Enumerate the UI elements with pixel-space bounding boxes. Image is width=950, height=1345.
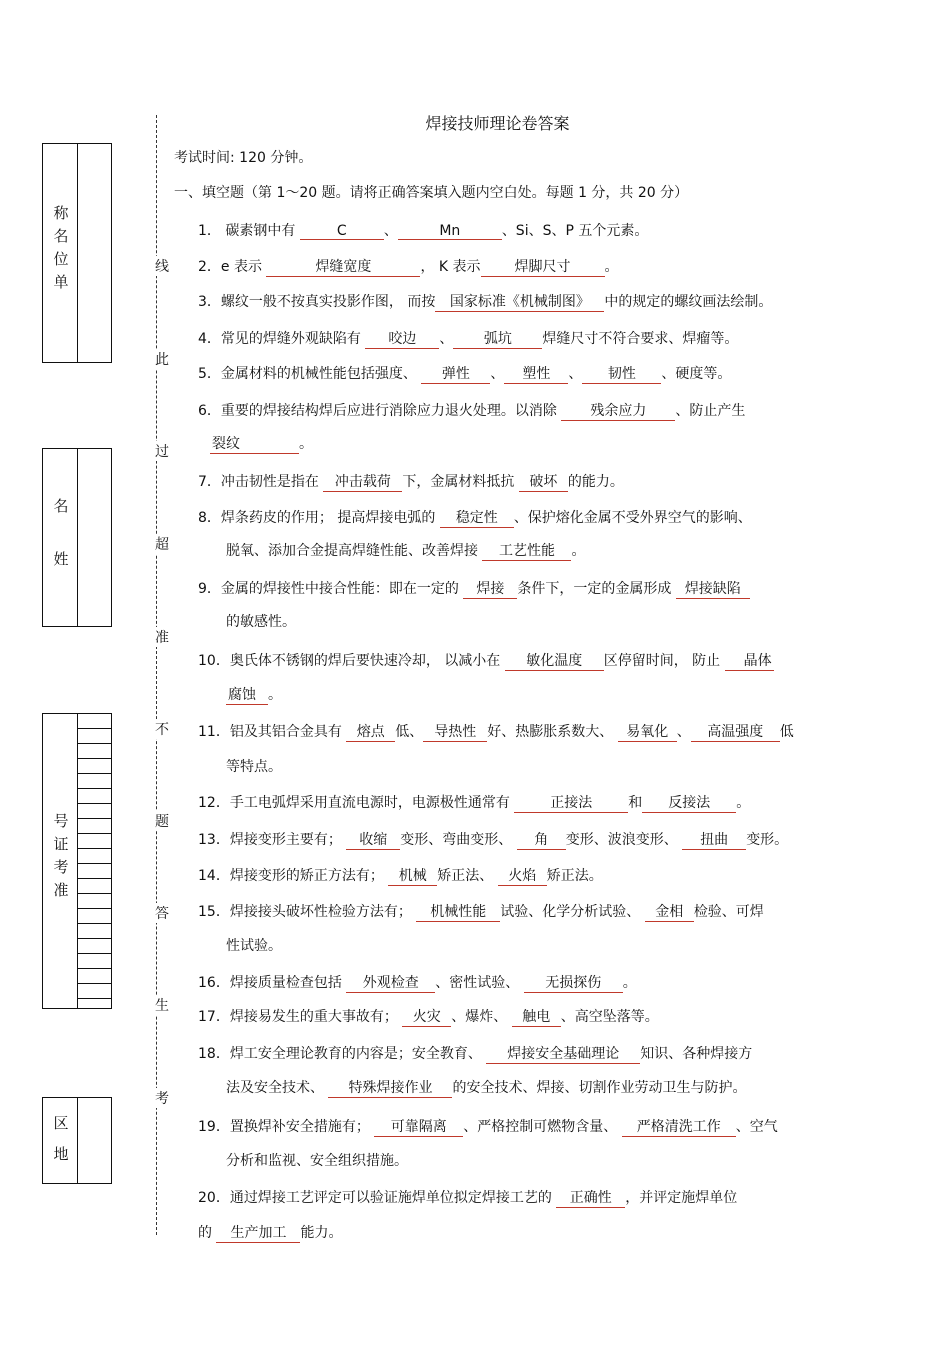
- answer-blank: 冲击载荷: [323, 471, 402, 492]
- question-19-cont: 分析和监视、安全组织措施。: [226, 1153, 408, 1169]
- cut-line-char: 答: [155, 903, 169, 923]
- answer-blank: 扭曲: [682, 829, 746, 850]
- question-13: 13．焊接变形主要有； 收缩 变形、弯曲变形、 角 变形、波浪变形、 扭曲 变形。: [198, 829, 788, 850]
- exam-time: 考试时间: 120 分钟。: [174, 150, 313, 166]
- cut-line-char: 不: [155, 719, 169, 739]
- cut-line-char: 考: [155, 1088, 169, 1108]
- answer-blank: 严格清洗工作: [622, 1116, 736, 1137]
- ticket-number-label: 号 证 考 准: [53, 812, 69, 899]
- question-18-cont: 法及安全技术、 特殊焊接作业 的安全技术、焊接、切割作业劳动卫生与防护。: [226, 1077, 746, 1098]
- answer-blank: 收缩: [346, 829, 400, 850]
- question-6-cont: 裂纹 。: [210, 433, 313, 454]
- question-8-cont: 脱氧、添加合金提高焊缝性能、改善焊接 工艺性能 。: [226, 540, 585, 561]
- cut-line-char: 生: [155, 995, 169, 1015]
- question-4: 4．常见的焊缝外观缺陷有 咬边 、 弧坑 焊缝尺寸不符合要求、焊瘤等。: [198, 328, 738, 349]
- question-1: 1． 碳素钢中有 C 、 Mn 、Si、S、P 五个元素。: [198, 223, 649, 239]
- answer-blank: 塑性: [504, 363, 568, 384]
- answer-blank: Mn: [398, 223, 502, 240]
- question-17: 17．焊接易发生的重大事故有； 火灾 、爆炸、 触电 、高空坠落等。: [198, 1006, 659, 1027]
- cut-line-char: 超: [155, 534, 169, 554]
- question-8: 8．焊条药皮的作用； 提高焊接电弧的 稳定性 、保护熔化金属不受外界空气的影响、: [198, 507, 752, 528]
- question-19: 19．置换焊补安全措施有； 可靠隔离 、严格控制可燃物含量、 严格清洗工作 、空气: [198, 1116, 778, 1137]
- question-20: 20．通过焊接工艺评定可以验证施焊单位拟定焊接工艺的 正确性 ，并评定施焊单位: [198, 1187, 737, 1208]
- answer-blank: 稳定性: [440, 507, 514, 528]
- cut-line-char: 过: [155, 441, 169, 461]
- region-box: [42, 1097, 112, 1184]
- cut-line-char: 线: [155, 256, 169, 276]
- answer-blank: 国家标准《机械制图》: [435, 291, 604, 312]
- answer-blank: 火焰: [498, 865, 547, 886]
- answer-blank: 晶体: [725, 650, 774, 671]
- answer-blank: 火灾: [402, 1006, 451, 1027]
- question-11: 11．铝及其铝合金具有 熔点 低、 导热性 好、热膨胀系数大、 易氧化 、 高温强度 低: [198, 721, 794, 742]
- answer-blank: 焊接缺陷: [676, 578, 750, 599]
- ticket-number-grid: [78, 714, 111, 999]
- answer-blank: 弧坑: [453, 328, 542, 349]
- question-9-cont: 的敏感性。: [226, 614, 296, 630]
- question-15: 15．焊接接头破坏性检验方法有； 机械性能 试验、化学分析试验、 金相 检验、可焊: [198, 901, 764, 922]
- cut-line-char: 准: [155, 627, 169, 647]
- answer-blank: 角: [517, 829, 566, 850]
- answer-blank: 高温强度: [691, 721, 780, 742]
- question-10: 10．奥氏体不锈钢的焊后要快速冷却， 以减小在 敏化温度 区停留时间， 防止 晶体: [198, 650, 774, 671]
- answer-blank: 裂纹: [210, 433, 299, 454]
- answer-blank: 导热性: [423, 721, 487, 742]
- question-16: 16．焊接质量检查包括 外观检查 、密性试验、 无损探伤 。: [198, 972, 637, 993]
- ticket-number-box: [42, 713, 112, 1009]
- section-heading: 一、填空题（第 1～20 题。请将正确答案填入题内空白处。每题 1 分，共 20 分）: [174, 185, 689, 201]
- cut-line: [156, 115, 157, 1235]
- answer-blank: 反接法: [642, 792, 736, 813]
- answer-blank: 外观检查: [346, 972, 435, 993]
- question-15-cont: 性试验。: [226, 938, 282, 954]
- answer-blank: 破坏: [519, 471, 568, 492]
- cut-line-char: 此: [155, 349, 169, 369]
- answer-blank: 特殊焊接作业: [328, 1077, 452, 1098]
- answer-blank: 工艺性能: [482, 540, 571, 561]
- name-box: [42, 448, 112, 627]
- answer-blank: 腐蚀: [226, 684, 268, 705]
- answer-blank: 焊脚尺寸: [481, 256, 605, 277]
- answer-blank: 金相: [645, 901, 694, 922]
- answer-blank: 正确性: [556, 1187, 625, 1208]
- answer-blank: 残余应力: [561, 400, 675, 421]
- answer-blank: 焊接: [463, 578, 517, 599]
- answer-blank: 韧性: [582, 363, 661, 384]
- answer-blank: 机械性能: [416, 901, 500, 922]
- question-18: 18．焊工安全理论教育的内容是；安全教育、 焊接安全基础理论 知识、各种焊接方: [198, 1043, 752, 1064]
- page-title: 焊接技师理论卷答案: [425, 114, 570, 133]
- question-2: 2．e 表示 焊缝宽度 ， K 表示 焊脚尺寸 。: [198, 256, 619, 277]
- answer-blank: 熔点: [346, 721, 395, 742]
- question-5: 5．金属材料的机械性能包括强度、 弹性 、 塑性 、 韧性 、硬度等。: [198, 363, 731, 384]
- answer-blank: C: [300, 223, 384, 240]
- cut-line-char: 题: [155, 811, 169, 831]
- question-20-cont: 的 生产加工 能力。: [198, 1222, 342, 1243]
- answer-blank: 易氧化: [618, 721, 677, 742]
- answer-blank: 触电: [512, 1006, 561, 1027]
- answer-blank: 弹性: [421, 363, 490, 384]
- name-label: 名 姓: [53, 497, 69, 568]
- unit-name-label: 称 名 位 单: [53, 204, 69, 291]
- question-7: 7．冲击韧性是指在 冲击载荷 下，金属材料抵抗 破坏 的能力。: [198, 471, 624, 492]
- question-12: 12．手工电弧焊采用直流电源时，电源极性通常有 正接法 和 反接法 。: [198, 792, 750, 813]
- answer-blank: 咬边: [365, 328, 439, 349]
- answer-blank: 焊接安全基础理论: [486, 1043, 640, 1064]
- question-9: 9．金属的焊接性中接合性能：即在一定的 焊接 条件下，一定的金属形成 焊接缺陷: [198, 578, 750, 599]
- question-6: 6．重要的焊接结构焊后应进行消除应力退火处理。以消除 残余应力 、防止产生: [198, 400, 745, 421]
- region-label: 区 地: [53, 1114, 69, 1163]
- question-11-cont: 等特点。: [226, 759, 282, 775]
- answer-blank: 焊缝宽度: [266, 256, 420, 277]
- question-14: 14．焊接变形的矫正方法有； 机械 矫正法、 火焰 矫正法。: [198, 865, 603, 886]
- answer-blank: 正接法: [514, 792, 628, 813]
- answer-blank: 无损探伤: [524, 972, 623, 993]
- question-3: 3．螺纹一般不按真实投影作图， 而按 国家标准《机械制图》 中的规定的螺纹画法绘制。: [198, 291, 772, 312]
- answer-blank: 敏化温度: [505, 650, 604, 671]
- answer-blank: 机械: [388, 865, 437, 886]
- answer-blank: 生产加工: [216, 1222, 300, 1243]
- question-10-cont: 腐蚀 。: [226, 684, 282, 705]
- unit-name-box: [42, 143, 112, 363]
- answer-blank: 可靠隔离: [374, 1116, 463, 1137]
